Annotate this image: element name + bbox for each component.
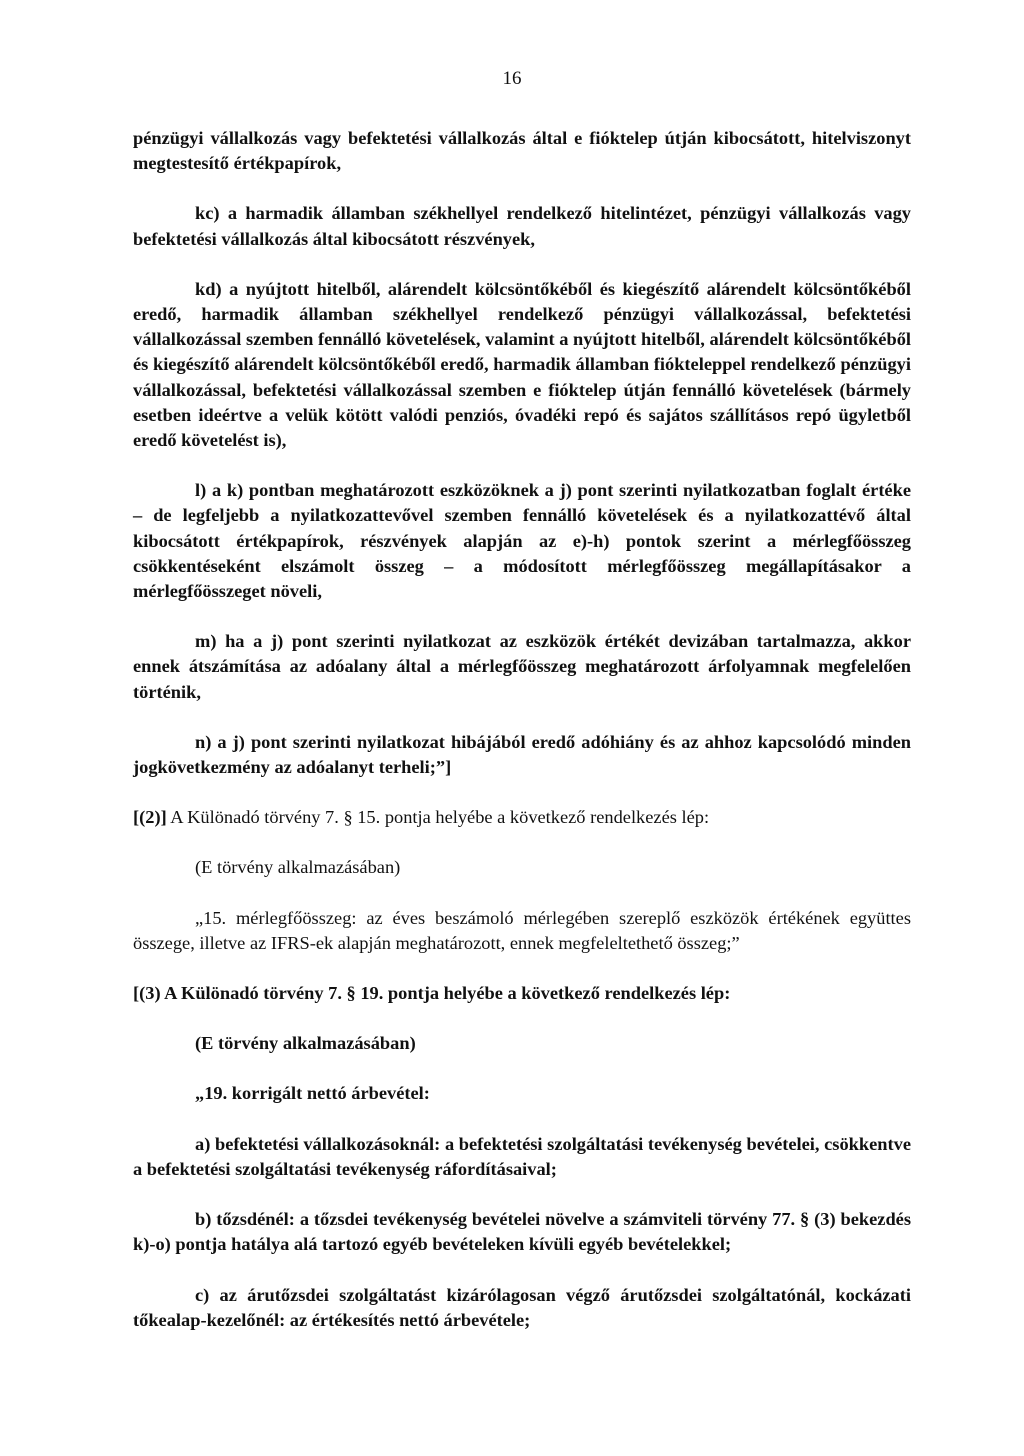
section-3-item-a: a) befektetési vállalkozásoknál: a befektetési szolgáltatási tevékenység bevételei, csökkentve a befektetési szolgáltatási tevékenység ráfordításaival; — [133, 1133, 911, 1179]
paragraph-m: m) ha a j) pont szerinti nyilatkozat az eszközök értékét devizában tartalmazza, akkor ennek átszámítása az adóalany által a mérlegfőösszeg meghatározott árfolyamnak megfelelően történik, — [133, 631, 911, 702]
section-3-context: (E törvény alkalmazásában) — [195, 1033, 416, 1054]
section-2-definition: „15. mérlegfőösszeg: az éves beszámoló mérlegében szereplő eszközök értékének együttes összege, illetve az IFRS-ek alapján meghatározott, ennek megfeleltethető összeg;” — [133, 907, 911, 953]
section-3-intro: [(3) A Különadó törvény 7. § 19. pontja helyébe a következő rendelkezés lép: — [133, 983, 731, 1004]
paragraph-kd: kd) a nyújtott hitelből, alárendelt kölcsöntőkéből és kiegészítő alárendelt kölcsöntőkéből eredő, harmadik államban székhellyel rendelkező pénzügyi vállalkozással, befektetési vállalkozással szemben fennálló követelések, valamint a nyújtott hitelből, alárendelt kölcsöntőkéből és kiegészítő alárendelt kölcsöntőkéből eredő, harmadik államban fiókteleppel rendelkező pénzügyi vállalkozással, befektetési vállalkozással szemben e fióktelep útján fennálló követelések (bármely esetben ideértve a velük kötött valódi penziós, óvadéki repó és sajátos szállításos repó ügyletből eredő követelést is), — [133, 278, 911, 451]
paragraph-kb-continuation: pénzügyi vállalkozás vagy befektetési vállalkozás által e fióktelep útján kibocsátott, hitelviszonyt megtestesítő értékpapírok, — [133, 128, 911, 174]
page-number: 16 — [502, 68, 522, 89]
section-3-item-c: c) az árutőzsdei szolgáltatást kizárólagosan végző árutőzsdei szolgáltatónál, kockázati tőkealap-kezelőnél: az értékesítés nettó árbevétele; — [133, 1284, 911, 1330]
section-2-intro-text: A Különadó törvény 7. § 15. pontja helyébe a következő rendelkezés lép: — [166, 807, 710, 828]
section-2-context: (E törvény alkalmazásában) — [195, 857, 401, 878]
section-2-intro — [133, 805, 911, 830]
document-body — [133, 126, 911, 1333]
paragraph-kc: kc) a harmadik államban székhellyel rendelkező hitelintézet, pénzügyi vállalkozás vagy befektetési vállalkozás által kibocsátott részvények, — [133, 203, 911, 249]
section-3-item-b: b) tőzsdénél: a tőzsdei tevékenység bevételei növelve a számviteli törvény 77. § (3) bekezdés k)-o) pontja hatálya alá tartozó egyéb bevételeken kívüli egyéb bevételekkel; — [133, 1209, 911, 1255]
paragraph-n: n) a j) pont szerinti nyilatkozat hibájából eredő adóhiány és az ahhoz kapcsolódó minden jogkövetkezmény az adóalanyt terheli;”] — [133, 731, 911, 778]
paragraph-l: l) a k) pontban meghatározott eszközöknek a j) pont szerinti nyilatkozatban foglalt értéke – de legfeljebb a nyilatkozattevővel szemben fennálló követelések és a nyilatkozattévő által kibocsátott értékpapírok, részvények alapján az e)-h) pontok szerint a mérlegfőösszeg csökkentéseként elszámolt összeg – a módosított mérlegfőösszeg megállapításakor a mérlegfőösszeget növeli, — [133, 480, 911, 602]
section-3-heading: „19. korrigált nettó árbevétel: — [195, 1083, 430, 1104]
section-2-prefix: [(2)] — [133, 807, 167, 828]
